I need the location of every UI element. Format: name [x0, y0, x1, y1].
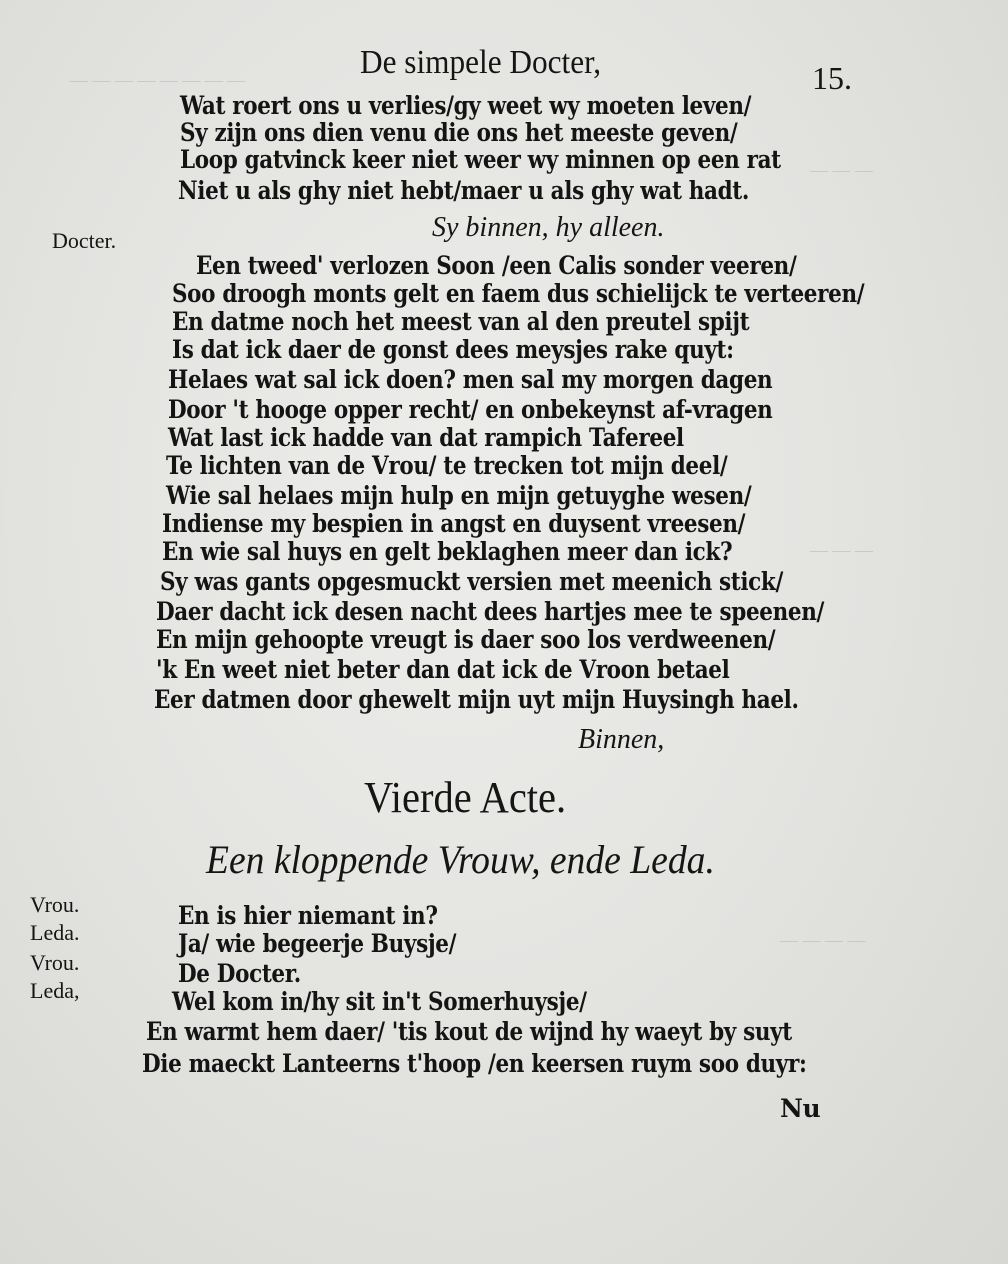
dialogue-line: En is hier niemant in?	[178, 901, 438, 930]
exit-direction: Binnen,	[578, 724, 665, 755]
verse-line: 'k En weet niet beter dan dat ick de Vroon betael	[156, 655, 730, 684]
bleed-through-text: — — — —	[780, 930, 866, 950]
verse-line: Sy was gants opgesmuckt versien met meenich stick/	[160, 567, 784, 596]
speaker-label: Vrou.	[30, 950, 80, 975]
page-number: 15.	[812, 60, 852, 96]
catchword: Nu	[780, 1094, 821, 1123]
bleed-through-text: — — — — — — — —	[70, 70, 246, 90]
speaker-label: Docter.	[52, 228, 117, 253]
verse-line: Sy zijn ons dien venu die ons het meeste geven/	[180, 118, 738, 147]
verse-line: Een tweed' verlozen Soon /een Calis sonder veeren/	[196, 251, 797, 280]
verse-line: En mijn gehoopte vreugt is daer soo los verdweenen/	[156, 625, 776, 654]
scene-heading: Een kloppende Vrouw, ende Leda.	[206, 837, 715, 882]
bleed-through-text: — — —	[810, 160, 873, 180]
verse-line: Helaes wat sal ick doen? men sal my morgen dagen	[168, 365, 773, 394]
verse-line: Door 't hooge opper recht/ en onbekeynst af-vragen	[168, 395, 773, 424]
running-title: De simpele Docter,	[360, 44, 602, 81]
stage-direction: Sy binnen, hy alleen.	[432, 212, 665, 243]
verse-line: Is dat ick daer de gonst dees meysjes rake quyt:	[172, 335, 734, 364]
speaker-label: Leda,	[30, 978, 80, 1003]
dialogue-line: Wel kom in/hy sit in't Somerhuysje/	[172, 987, 587, 1016]
speaker-label: Vrou.	[30, 892, 80, 917]
verse-line: Wat last ick hadde van dat rampich Tafereel	[168, 423, 684, 452]
verse-line: Te lichten van de Vrou/ te trecken tot mijn deel/	[166, 451, 728, 480]
verse-line: En warmt hem daer/ 'tis kout de wijnd hy waeyt by suyt	[146, 1017, 792, 1046]
verse-line: Loop gatvinck keer niet weer wy minnen op een rat	[180, 145, 781, 174]
verse-line: Soo droogh monts gelt en faem dus schielijck te verteeren/	[172, 279, 865, 308]
dialogue-line: Ja/ wie begeerje Buysje/	[178, 929, 457, 958]
bleed-through-text: — — —	[810, 540, 873, 560]
speaker-label: Leda.	[30, 920, 80, 945]
verse-line: Daer dacht ick desen nacht dees hartjes mee te speenen/	[156, 597, 825, 626]
verse-line: Wie sal helaes mijn hulp en mijn getuyghe wesen/	[166, 481, 752, 510]
verse-line: Indiense my bespien in angst en duysent vreesen/	[162, 509, 746, 538]
act-heading: Vierde Acte.	[364, 773, 567, 822]
verse-line: En datme noch het meest van al den preutel spijt	[172, 307, 750, 336]
verse-line: En wie sal huys en gelt beklaghen meer dan ick?	[162, 537, 733, 566]
verse-line: Die maeckt Lanteerns t'hoop /en keersen ruym soo duyr:	[142, 1049, 807, 1078]
dialogue-line: De Docter.	[178, 959, 301, 988]
verse-line: Eer datmen door ghewelt mijn uyt mijn Huysingh hael.	[154, 685, 799, 714]
verse-line: Wat roert ons u verlies/gy weet wy moeten leven/	[180, 91, 752, 120]
verse-line: Niet u als ghy niet hebt/maer u als ghy wat hadt.	[178, 176, 750, 205]
